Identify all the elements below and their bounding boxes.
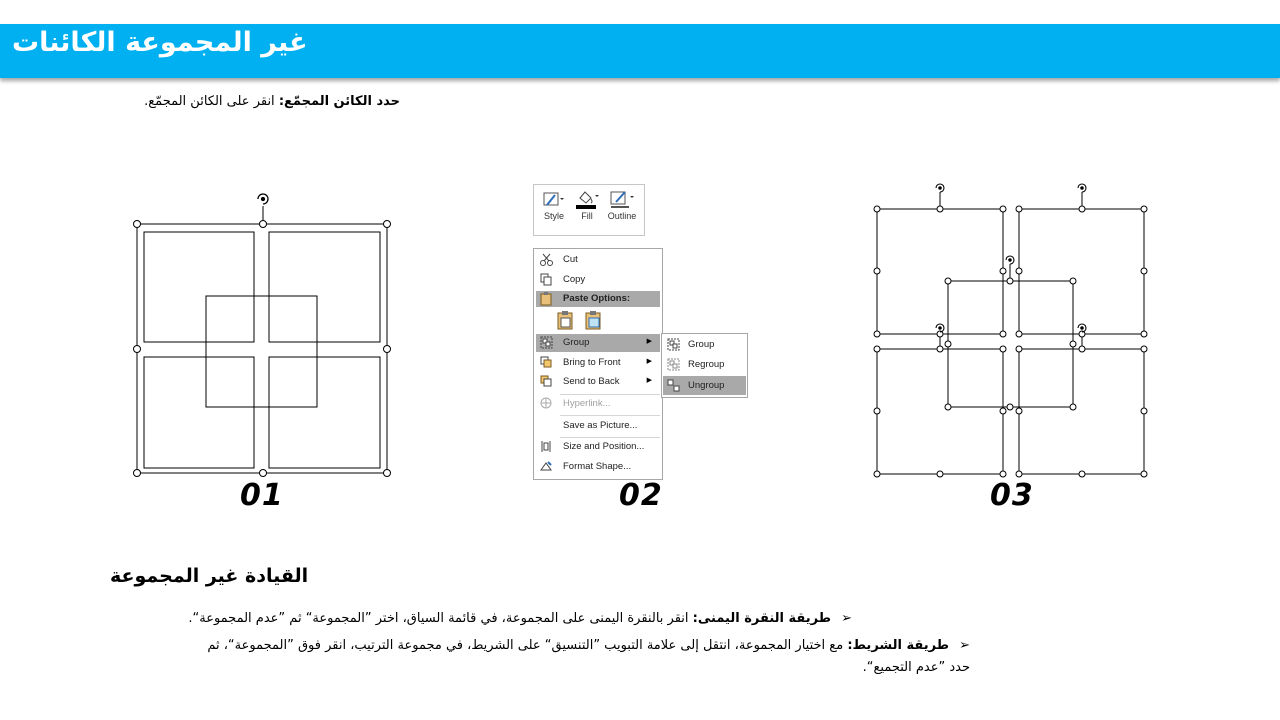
style-button[interactable]	[537, 189, 571, 221]
bullet-label: طريقة الشريط:	[847, 638, 949, 653]
submenu-item-ungroup[interactable]	[663, 376, 746, 395]
copy-icon	[540, 273, 553, 286]
outline-pen-icon	[604, 189, 640, 211]
menu-item-bring-to-front[interactable]	[536, 354, 660, 372]
square-center	[206, 296, 317, 407]
menu-item-send-to-back[interactable]	[536, 373, 660, 391]
page-title: غير المجموعة الكائنات	[12, 27, 308, 58]
submenu-arrow-icon: ▶	[646, 358, 652, 365]
submenu-item-label: Group	[688, 339, 715, 350]
bullet-text: انقر بالنقرة اليمنى على المجموعة، في قائمة السياق، اختر ”المجموعة“ ثم ”عدم المجموعة“.	[188, 611, 689, 626]
square-bottom-right	[269, 357, 380, 468]
ungroup-icon	[667, 379, 680, 392]
submenu-item-label: Regroup	[688, 359, 725, 370]
bullet-label: طريقة النقرة اليمنى:	[692, 611, 831, 626]
rotate-handle-icon	[258, 194, 268, 204]
bullet-right-click-method	[112, 608, 852, 630]
paste-picture-icon[interactable]	[584, 310, 602, 330]
menu-item-size-and-position[interactable]	[536, 438, 660, 456]
hyperlink-icon	[540, 397, 553, 410]
context-menu	[533, 248, 663, 480]
scissors-icon	[540, 253, 553, 266]
instruction	[114, 94, 400, 109]
fill-label: Fill	[581, 211, 593, 221]
menu-item-label: Paste Options:	[563, 293, 631, 304]
style-icon	[537, 189, 571, 211]
menu-item-group[interactable]	[536, 334, 660, 352]
style-label: Style	[543, 211, 564, 221]
selection-handles	[134, 221, 391, 477]
paste-keep-formatting-icon[interactable]	[556, 310, 574, 330]
square-top-left	[144, 232, 254, 342]
square-top-right	[269, 232, 380, 342]
paint-bucket-icon	[570, 189, 604, 211]
menu-item-label: Bring to Front	[563, 357, 621, 368]
menu-item-label: Group	[563, 337, 590, 348]
step-number-2: 02	[619, 478, 663, 513]
submenu-item-group[interactable]	[663, 335, 746, 354]
paste-icon	[540, 292, 553, 305]
rotate-handle-icon	[936, 184, 1086, 332]
size-position-icon	[540, 440, 553, 453]
bullet-ribbon-method	[110, 635, 970, 679]
group-bounding-box	[137, 224, 387, 473]
selection-handles	[874, 206, 1147, 477]
menu-item-label: Size and Position...	[563, 441, 645, 452]
menu-item-hyperlink[interactable]	[536, 395, 660, 413]
instruction-label: حدد الكائن المجمّع:	[278, 94, 400, 109]
submenu-item-label: Ungroup	[688, 380, 725, 391]
arrow-bullet-icon: ➢	[959, 638, 970, 653]
bullet-text-continued: حدد ”عدم التجميع“.	[862, 660, 970, 675]
group-icon	[540, 336, 553, 349]
menu-item-save-as-picture[interactable]	[536, 417, 660, 435]
bring-front-icon	[540, 356, 553, 369]
mini-toolbar	[533, 184, 645, 236]
fill-button[interactable]	[570, 189, 604, 221]
submenu-item-regroup[interactable]	[663, 355, 746, 374]
group-submenu	[661, 333, 748, 398]
bullet-text: مع اختيار المجموعة، انتقل إلى علامة التبويب ”التنسيق“ على الشريط، في مجموعة الترتيب، انقر فوق ”المجموعة“، ثم	[207, 638, 844, 653]
menu-item-label: Copy	[563, 274, 586, 285]
menu-item-cut[interactable]	[536, 251, 660, 269]
submenu-arrow-icon: ▶	[646, 377, 652, 384]
instruction-text: انقر على الكائن المجمّع.	[144, 94, 275, 109]
format-shape-icon	[540, 460, 553, 473]
outline-button[interactable]	[604, 189, 640, 221]
menu-item-label: Save as Picture...	[563, 420, 638, 431]
section-heading: القيادة غير المجموعة	[110, 565, 309, 587]
group-icon	[667, 338, 680, 351]
menu-item-label: Send to Back	[563, 376, 620, 387]
arrow-bullet-icon: ➢	[841, 611, 852, 626]
send-back-icon	[540, 375, 553, 388]
menu-separator	[560, 415, 660, 416]
regroup-icon	[667, 358, 680, 371]
menu-item-label: Cut	[563, 254, 578, 265]
title-bar	[0, 24, 1280, 78]
menu-item-format-shape[interactable]	[536, 458, 660, 476]
menu-item-copy[interactable]	[536, 271, 660, 289]
paste-options-header	[536, 291, 660, 307]
menu-item-label: Format Shape...	[563, 461, 632, 472]
submenu-arrow-icon: ▶	[646, 338, 652, 345]
step-number-1: 01	[240, 478, 284, 513]
outline-label: Outline	[607, 211, 637, 221]
square-bottom-left	[144, 357, 254, 468]
step-number-3: 03	[990, 478, 1034, 513]
menu-item-label: Hyperlink...	[563, 398, 611, 409]
